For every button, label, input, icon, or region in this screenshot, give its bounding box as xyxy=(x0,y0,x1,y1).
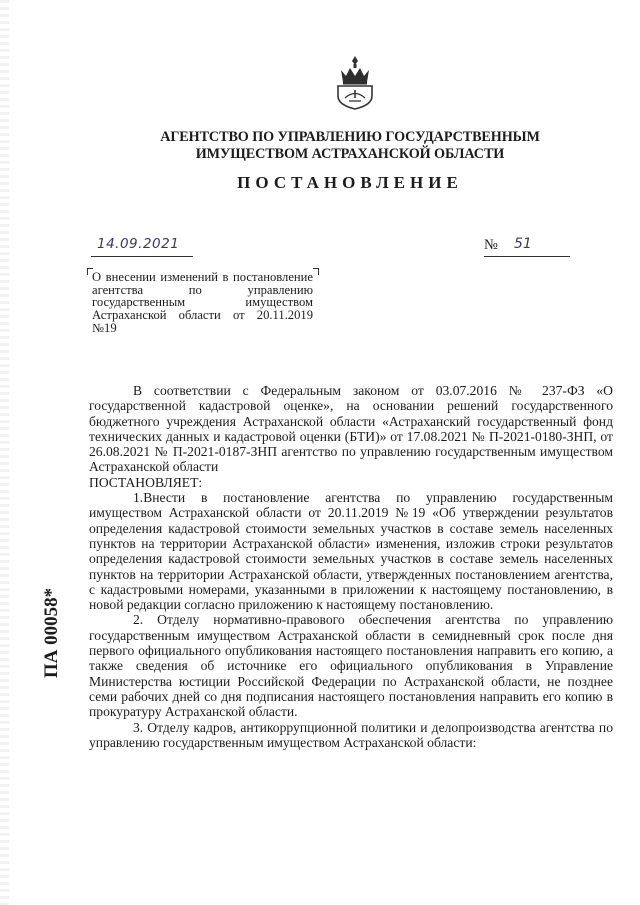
scan-edge xyxy=(0,0,9,905)
subject-bracket-left xyxy=(87,268,93,275)
number-field xyxy=(484,236,570,257)
handwritten-number: 51 xyxy=(514,236,532,252)
subject-bracket-right xyxy=(313,268,319,275)
paragraph-1: 1.Внести в постановление агентства по управлению государственным имуществом Астраханской области от 20.11.2019 №19 «Об утверждении результатов определения кадастровой стоимости земельных участков в составе земель населенных пунктов на территории Астраханской области» изменения, изложив строки результатов определения кадастровой стоимости земельных участков в составе земель населенных пунктов на территории Астраханской области, утвержденных постановлением агентства, с кадастровыми номерами, указанными в приложении к настоящему постановлению, в новой редакции согласно приложению к настоящему постановлению. xyxy=(89,490,613,613)
registration-number: ПА 00058* xyxy=(41,587,62,679)
document-body xyxy=(89,383,613,750)
subject-block xyxy=(87,268,319,346)
date-field xyxy=(91,236,193,257)
handwritten-date: 14.09.2021 xyxy=(97,236,180,252)
agency-name-line1: АГЕНТСТВО ПО УПРАВЛЕНИЮ ГОСУДАРСТВЕННЫМ xyxy=(160,129,540,145)
paragraph-3: 3. Отделу кадров, антикоррупционной политики и делопроизводства агентства по управлению государственным имуществом Астраханской области: xyxy=(89,719,613,750)
coat-of-arms-emblem xyxy=(333,54,377,110)
registration-stamp xyxy=(34,578,70,688)
agency-name xyxy=(100,129,600,163)
agency-name-line2: ИМУЩЕСТВОМ АСТРАХАНСКОЙ ОБЛАСТИ xyxy=(195,146,505,162)
subject-text: О внесении изменений в постановление агентства по управлению государственным имуществом Астраханской области от 20.11.2019 №19 xyxy=(92,270,313,335)
paragraph-2: 2. Отделу нормативно-правового обеспечения агентства по управлению государственным имуществом Астраханской области в семидневный срок после дня первого официального опубликования настоящего постановления направить его копию, а также сведения об источнике его официального опубликования в Управление Министерства юстиции Российской Федерации по Астраханской области, не позднее семи рабочих дней со дня подписания настоящего постановления направить его копию в прокуратуру Астраханской области. xyxy=(89,612,613,720)
resolves-heading: ПОСТАНОВЛЯЕТ: xyxy=(89,474,203,490)
document-type-title: ПОСТАНОВЛЕНИЕ xyxy=(237,173,463,192)
number-sign: № xyxy=(484,237,498,253)
preamble-paragraph: В соответствии с Федеральным законом от 03.07.2016 № 237-ФЗ «О государственной кадастровой оценке», на основании решений государственного бюджетного учреждения Астраханской области «Астраханский государственный фонд технических данных и кадастровой оценки (БТИ)» от 17.08.2021 № П-2021-0180-ЗНП, от 26.08.2021 № П-2021-0187-ЗНП агентство по управлению государственным имуществом Астраханской области xyxy=(89,383,613,475)
